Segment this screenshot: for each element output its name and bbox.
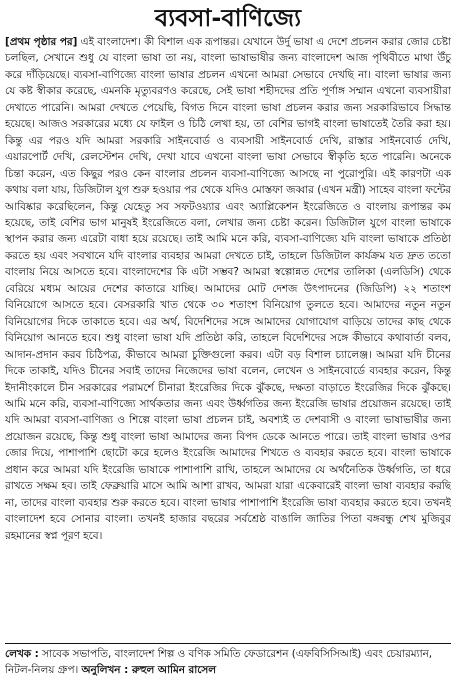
- author-label: লেখক :: [5, 648, 39, 660]
- transcriber-name: রুহুল আমিন রাসেল: [128, 664, 217, 676]
- transcriber-label: অনুলিখন :: [81, 664, 129, 676]
- article-headline: ব্যবসা-বাণিজ্যে: [154, 4, 302, 32]
- credits-divider: [5, 643, 451, 644]
- article-body: [5, 34, 451, 640]
- author-description: সাবেক সভাপতি, বাংলাদেশ শিল্প ও বণিক সমিতি ফেডারেশন (এফবিসিসিআই) এবং চেয়ারম্যান, নিটল-নিলয় গ্রুপ।: [5, 648, 433, 676]
- article-credits: [5, 646, 451, 680]
- article-text: এই বাংলাদেশ। কী বিশাল এক রূপান্তর। যেখানে উর্দু ভাষা এ দেশে প্রচলন করার জোর চেষ্টা চলছিল, সেখানে শুধু যে বাংলা ভাষা তা নয়, বাংলা ভাষাভাষীর জন্য বাংলাদেশ আজ পৃথিবীতে মাথা উঁচু করে দাঁড়িয়েছে। ব্যবসা-বাণিজ্যে বাংলা ভাষার প্রচলন এখনো আমরা সেভাবে দেখছি না। বাংলা ভাষার জন্য যে কষ্ট স্বীকার করেছে, এমনকি মৃত্যুবরণও করেছে, সেই ভাষা শহীদদের প্রতি পূর্ণাঙ্গ সম্মান এখনো ব্যবসায়ীরা দেখাতে পারেনি। আমরা দেখতে পেয়েছি, বিগত দিনে বাংলা ভাষা প্রচলন করার জন্য সরকারিভাবে সিদ্ধান্ত হয়েছে। আজও সরকারের মধ্যে যে ফাইল ও চিঠি লেখা হয়, তা বেশির ভাগই বাংলা ভাষাতেই তৈরি করা হয়। কিন্তু এর পরও যদি আমরা সরকারি সাইনবোর্ড ও ব্যবসায়ী সাইনবোর্ড দেখি, রাস্তার সাইনবোর্ড দেখি, এয়ারপোর্ট দেখি, রেলস্টেশন দেখি, দেখা যাবে এখনো বাংলা ভাষা সেভাবে স্বীকৃতি হতে পারেনি। অনেকে চিন্তা করেন, এত কিছুর পরও কেন বাংলার প্রচলন ব্যবসা-বাণিজ্যে আসছে না পুরোপুরি। এই কারণটা এক কথায় বলা যায়, ডিজিটাল যুগ শুরু হওয়ার পর থেকে যদিও মোস্তফা জব্বার (এখন মন্ত্রী) সাহেব বাংলা ফন্টের আবিষ্কার করেছিলেন, কিন্তু যেহেতু সব সফটওয়্যার এবং অ্যাপ্লিকেশন ইংরেজিতে ও বাংলায় রূপান্তর কম হয়েছে, তাই বেশির ভাগ মানুষই ইংরেজিতে বলা, লেখার জন্য চেষ্টা করেন। ডিজিটাল যুগে বাংলা ভাষাকে স্থাপন করার জন্য এরেটা বাধা হয়ে রয়েছে। তাই আমি মনে করি, ব্যবসা-বাণিজ্যে যদি বাংলা ভাষাকে প্রতিষ্ঠা করতে হয় এবং সবখানে যদি বাংলার ব্যবহার আমরা দেখতে চাই, তাহলে ডিজিটাল কার্যক্রম যত দ্রুত ততো বাংলায় নিয়ে আসতে হবে। বাংলাদেশের কি এটা সম্ভব? আমরা স্বল্পোন্নত দেশের তালিকা (এলডিসি) থেকে বেরিয়ে মধ্যম আয়ের দেশের কাতারে যাচ্ছি। আমাদের মোট দেশজ উৎপাদনের (জিডিপি) ২২ শতাংশ বিনিয়োগে আসতে হবে। বেসরকারি খাত থেকে ৩০ শতাংশ বিনিয়োগ তুলতে হবে। আমাদের নতুন নতুন বিনিয়োগের দিকে তাকাতে হবে। এর অর্থ, বিদেশিদের সঙ্গে আমাদের যোগাযোগ বাড়িয়ে তাদের কাছ থেকে বিনিয়োগ আনতে হবে। শুধু বাংলা ভাষা যদি প্রতিষ্ঠা করি, তাহলে বিদেশিদের সঙ্গে কীভাবে কথাবার্তা বলব, আদান-প্রদান করব চিঠিপত্র, কীভাবে আমরা চুক্তিগুলো করব। এটা বড় বিশাল চ্যালেঞ্জ। আমরা যদি চীনের দিকে তাকাই, যদিও চীনের সবাই তাদের নিজেদের ভাষা বলেন, লেখেন ও সাইনবোর্ডে ব্যবহার করেন, কিন্তু ইদানীংকালে চীন সরকারের পরামর্শে চীনারা ইংরেজির দিকে ঝুঁকছে, দক্ষতা বাড়াতে ইংরেজির দিকে ঝুঁকছে। আমি মনে করি, ব্যবসা-বাণিজ্যে সার্থকতার জন্য এবং উর্ধ্বগতির জন্য ইংরেজি ভাষার প্রয়োজন রয়েছে। তাই যদি আমরা ব্যবসা-বাণিজ্য ও শিল্পে বাংলা ভাষা প্রচলন চাই, অবশ্যই ত দেশবাসী ও বাংলা ভাষাভাষীর জন্য প্রয়োজন রয়েছে, কিন্তু শুধু বাংলা ভাষা আমাদের জন্য বিপদ ডেকে আনতে পারে। তাই বাংলা ভাষার ওপর জোর দিয়ে, পাশাপাশি ছোটো করে হলেও ইংরেজি আমাদের শিখতে ও ব্যবহার করতে হবে। বাংলা ভাষাকে প্রধান করে আমরা যদি ইংরেজি ভাষাকে পাশাপাশি রাখি, তাহলে আমাদের যে অর্থনৈতিক উর্ধ্বগতি, তা ধরে রাখতে সক্ষম হব। তাই ফেব্রুয়ারি মাসে আমি আশা রাখব, আমরা যারা একেবারেই বাংলা ভাষা ব্যবহার করছি না, তাদের বাংলা ব্যবহার শুরু করতে হবে। বাংলা ভাষার পাশাপাশি ইংরেজি ভাষা ব্যবহার করতে হবে। তখনই বাংলাদেশ হবে সোনার বাংলা। তখনই হাজার বছরের সর্বশ্রেষ্ঠ বাঙালি জাতির পিতা বঙ্গবন্ধু শেখ মুজিবুর রহমানের স্বপ্ন পূরণ হবে।: [5, 36, 451, 542]
- continued-from-tag: [প্রথম পৃষ্ঠার পর]: [5, 36, 78, 48]
